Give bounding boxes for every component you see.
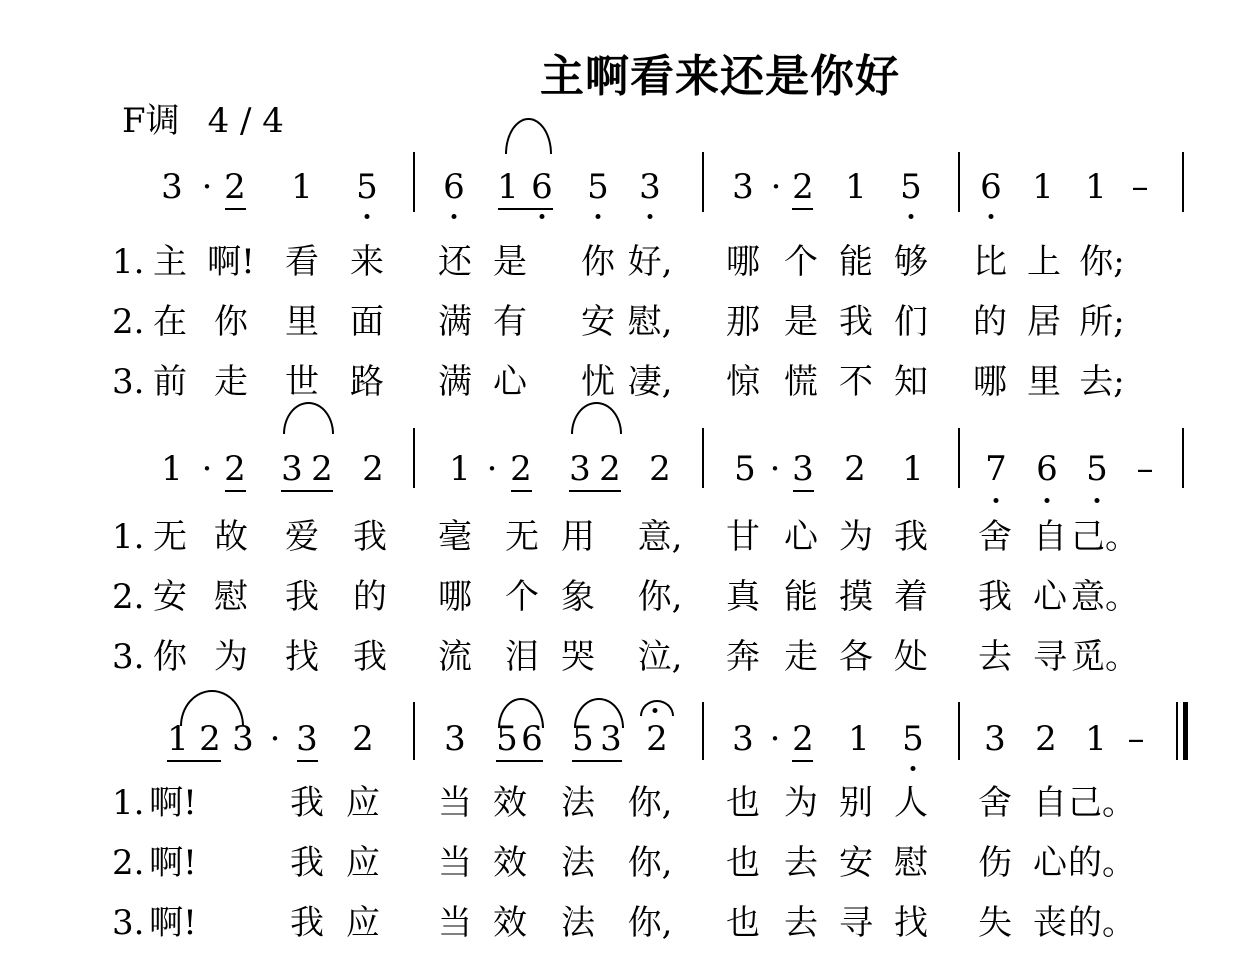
slur bbox=[574, 698, 624, 728]
note: 1 bbox=[167, 719, 189, 759]
dash-extension: – bbox=[1131, 167, 1149, 207]
note: 5 bbox=[496, 719, 518, 759]
lyric-char: 失 bbox=[978, 903, 1012, 943]
lyric-char: 泣, bbox=[637, 637, 683, 677]
lyric-char: 你, bbox=[627, 903, 673, 943]
note: 2 bbox=[792, 167, 814, 207]
lyric-char: 哪 bbox=[973, 362, 1007, 402]
lyric-char: 为 bbox=[839, 517, 873, 557]
lyric-char: 个 bbox=[784, 242, 818, 282]
lyric-char: 你 bbox=[581, 242, 615, 282]
beam-underline bbox=[572, 760, 622, 762]
lyric-char: 满 bbox=[438, 302, 472, 342]
note: 3 bbox=[444, 719, 466, 759]
lyric-char: 哪 bbox=[726, 242, 760, 282]
lyric-char: 自 bbox=[1033, 783, 1067, 823]
key-signature bbox=[122, 93, 284, 142]
lyric-char: 啊! bbox=[149, 783, 197, 823]
barline bbox=[1182, 152, 1184, 212]
lyric-char: 的。 bbox=[1068, 903, 1136, 943]
lyric-char: 面 bbox=[350, 302, 384, 342]
lyric-char: 己。 bbox=[1068, 783, 1136, 823]
note: 3 bbox=[569, 449, 591, 489]
verse-number: 2. bbox=[112, 302, 145, 342]
lyric-char: 着 bbox=[894, 577, 928, 617]
lyric-char: 路 bbox=[350, 362, 384, 402]
lyric-char: 还 bbox=[438, 242, 472, 282]
lyric-char: 奔 bbox=[726, 637, 760, 677]
octave-dot-below bbox=[911, 766, 916, 771]
lyric-char: 己。 bbox=[1071, 517, 1139, 557]
lyric-char: 哭 bbox=[561, 637, 595, 677]
lyric-char: 舍 bbox=[978, 517, 1012, 557]
lyric-char: 有 bbox=[493, 302, 527, 342]
beam-underline bbox=[225, 490, 246, 492]
lyric-char: 各 bbox=[839, 637, 873, 677]
note: 7 bbox=[985, 449, 1007, 489]
beam-underline bbox=[569, 490, 621, 492]
lyric-char: 泪 bbox=[505, 637, 539, 677]
note: 2 bbox=[599, 449, 621, 489]
lyric-char: 用 bbox=[561, 517, 595, 557]
barline bbox=[702, 428, 704, 488]
dash-extension: – bbox=[1127, 719, 1145, 759]
note: 3 bbox=[600, 719, 622, 759]
lyric-char: 应 bbox=[346, 903, 380, 943]
slur bbox=[498, 698, 544, 728]
lyric-char: 效 bbox=[493, 843, 527, 883]
note: 1 bbox=[845, 167, 867, 207]
barline bbox=[1182, 428, 1184, 488]
lyric-char: 舍 bbox=[978, 783, 1012, 823]
lyric-char: 的 bbox=[973, 302, 1007, 342]
note: 2 bbox=[224, 167, 246, 207]
beam-underline bbox=[496, 760, 543, 762]
lyric-char: 毫 bbox=[438, 517, 472, 557]
lyric-char: 那 bbox=[726, 302, 760, 342]
note: 2 bbox=[646, 719, 668, 759]
beam-underline bbox=[297, 760, 318, 762]
beam-underline bbox=[281, 490, 333, 492]
barline bbox=[958, 152, 960, 212]
note: 5 bbox=[900, 167, 922, 207]
verse-number: 1. bbox=[112, 242, 145, 282]
note: 1 bbox=[497, 167, 519, 207]
final-barline-thin bbox=[1176, 702, 1178, 760]
lyric-char: 慌 bbox=[784, 362, 818, 402]
note: 2 bbox=[311, 449, 333, 489]
lyric-char: 法 bbox=[561, 903, 595, 943]
note: 2 bbox=[649, 449, 671, 489]
lyric-char: 为 bbox=[214, 637, 248, 677]
lyric-char: 个 bbox=[505, 577, 539, 617]
lyric-char: 我 bbox=[285, 577, 319, 617]
lyric-char: 找 bbox=[285, 637, 319, 677]
note: 1 bbox=[902, 449, 924, 489]
lyric-char: 的 bbox=[353, 577, 387, 617]
lyric-char: 处 bbox=[894, 637, 928, 677]
lyric-char: 在 bbox=[153, 302, 187, 342]
lyric-char: 你, bbox=[637, 577, 683, 617]
note: 2 bbox=[510, 449, 532, 489]
verse-number: 1. bbox=[112, 517, 145, 557]
note: 2 bbox=[362, 449, 384, 489]
beam-underline bbox=[167, 760, 221, 762]
key: F调 bbox=[122, 101, 180, 141]
note: 6 bbox=[980, 167, 1002, 207]
lyric-char: 你, bbox=[627, 783, 673, 823]
augmentation-dot: · bbox=[201, 449, 213, 489]
slur bbox=[571, 402, 622, 434]
octave-dot-below bbox=[596, 214, 601, 219]
note: 3 bbox=[639, 167, 661, 207]
lyric-char: 惊 bbox=[726, 362, 760, 402]
lyric-char: 里 bbox=[285, 302, 319, 342]
verse-number: 2. bbox=[112, 843, 145, 883]
song-title: 主啊看来还是你好 bbox=[540, 51, 900, 102]
fermata-dot bbox=[653, 708, 658, 713]
lyric-char: 上 bbox=[1027, 242, 1061, 282]
lyric-char: 是 bbox=[493, 242, 527, 282]
lyric-char: 你, bbox=[627, 843, 673, 883]
lyric-char: 心 bbox=[1033, 577, 1067, 617]
lyric-char: 甘 bbox=[726, 517, 760, 557]
octave-dot-below bbox=[648, 214, 653, 219]
lyric-char: 当 bbox=[438, 783, 472, 823]
note: 5 bbox=[572, 719, 594, 759]
lyric-char: 找 bbox=[894, 903, 928, 943]
lyric-char: 安 bbox=[839, 843, 873, 883]
lyric-char: 爱 bbox=[285, 517, 319, 557]
lyric-char: 前 bbox=[153, 362, 187, 402]
verse-number: 1. bbox=[112, 783, 145, 823]
lyric-char: 意, bbox=[637, 517, 683, 557]
note: 5 bbox=[734, 449, 756, 489]
barline bbox=[702, 702, 704, 760]
note: 2 bbox=[792, 719, 814, 759]
lyric-char: 丧 bbox=[1033, 903, 1067, 943]
lyric-char: 应 bbox=[346, 783, 380, 823]
lyric-char: 好, bbox=[627, 242, 673, 282]
lyric-char: 能 bbox=[839, 242, 873, 282]
lyric-char: 我 bbox=[894, 517, 928, 557]
lyric-char: 慰 bbox=[214, 577, 248, 617]
lyric-char: 你; bbox=[1079, 242, 1125, 282]
lyric-char: 我 bbox=[839, 302, 873, 342]
barline bbox=[413, 428, 415, 488]
octave-dot-below bbox=[994, 498, 999, 503]
verse-number: 3. bbox=[112, 362, 145, 402]
augmentation-dot: · bbox=[770, 167, 782, 207]
lyric-char: 寻 bbox=[1033, 637, 1067, 677]
note: 3 bbox=[296, 719, 318, 759]
lyric-char: 里 bbox=[1027, 362, 1061, 402]
lyric-char: 慰 bbox=[894, 843, 928, 883]
lyric-char: 世 bbox=[285, 362, 319, 402]
augmentation-dot: · bbox=[269, 719, 281, 759]
note: 3 bbox=[732, 167, 754, 207]
lyric-char: 我 bbox=[290, 903, 324, 943]
augmentation-dot: · bbox=[769, 719, 781, 759]
lyric-char: 的。 bbox=[1068, 843, 1136, 883]
note: 3 bbox=[232, 719, 254, 759]
lyric-char: 啊! bbox=[149, 843, 197, 883]
note: 3 bbox=[792, 449, 814, 489]
beam-underline bbox=[792, 760, 813, 762]
final-barline-thick bbox=[1183, 702, 1188, 760]
lyric-char: 去 bbox=[978, 637, 1012, 677]
lyric-char: 寻 bbox=[839, 903, 873, 943]
lyric-char: 也 bbox=[726, 843, 760, 883]
lyric-char: 心 bbox=[1033, 843, 1067, 883]
note: 3 bbox=[732, 719, 754, 759]
lyric-char: 哪 bbox=[438, 577, 472, 617]
octave-dot-below bbox=[1045, 498, 1050, 503]
lyric-char: 来 bbox=[350, 242, 384, 282]
dash-extension: – bbox=[1136, 449, 1154, 489]
augmentation-dot: · bbox=[769, 449, 781, 489]
note: 2 bbox=[224, 449, 246, 489]
lyric-char: 啊! bbox=[149, 903, 197, 943]
note: 3 bbox=[984, 719, 1006, 759]
lyric-char: 人 bbox=[894, 783, 928, 823]
lyric-char: 满 bbox=[438, 362, 472, 402]
lyric-char: 当 bbox=[438, 843, 472, 883]
lyric-char: 我 bbox=[353, 637, 387, 677]
lyric-char: 也 bbox=[726, 903, 760, 943]
lyric-char: 心 bbox=[493, 362, 527, 402]
verse-number: 3. bbox=[112, 903, 145, 943]
note: 6 bbox=[531, 167, 553, 207]
time-signature: 4 / 4 bbox=[207, 101, 284, 141]
lyric-char: 比 bbox=[973, 242, 1007, 282]
note: 1 bbox=[1085, 719, 1107, 759]
lyric-char: 们 bbox=[894, 302, 928, 342]
note: 1 bbox=[449, 449, 471, 489]
note: 1 bbox=[1085, 167, 1107, 207]
lyric-char: 看 bbox=[285, 242, 319, 282]
lyric-char: 当 bbox=[438, 903, 472, 943]
lyric-char: 不 bbox=[839, 362, 873, 402]
barline bbox=[958, 702, 960, 760]
lyric-char: 法 bbox=[561, 783, 595, 823]
note: 2 bbox=[352, 719, 374, 759]
lyric-char: 摸 bbox=[839, 577, 873, 617]
lyric-char: 我 bbox=[290, 783, 324, 823]
lyric-char: 效 bbox=[493, 903, 527, 943]
lyric-char: 去; bbox=[1079, 362, 1125, 402]
lyric-char: 是 bbox=[784, 302, 818, 342]
note: 1 bbox=[161, 449, 183, 489]
lyric-char: 我 bbox=[353, 517, 387, 557]
lyric-char: 意。 bbox=[1071, 577, 1139, 617]
lyric-char: 主 bbox=[153, 242, 187, 282]
note: 3 bbox=[281, 449, 303, 489]
augmentation-dot: · bbox=[486, 449, 498, 489]
note: 5 bbox=[902, 719, 924, 759]
barline bbox=[413, 152, 415, 212]
note: 5 bbox=[587, 167, 609, 207]
note: 6 bbox=[1036, 449, 1058, 489]
lyric-char: 忧 bbox=[581, 362, 615, 402]
lyric-char: 故 bbox=[214, 517, 248, 557]
augmentation-dot: · bbox=[201, 167, 213, 207]
beam-underline bbox=[511, 490, 532, 492]
lyric-char: 流 bbox=[438, 637, 472, 677]
lyric-char: 无 bbox=[505, 517, 539, 557]
lyric-char: 法 bbox=[561, 843, 595, 883]
verse-number: 2. bbox=[112, 577, 145, 617]
octave-dot-below bbox=[1095, 498, 1100, 503]
lyric-char: 安 bbox=[581, 302, 615, 342]
lyric-char: 居 bbox=[1027, 302, 1061, 342]
slur bbox=[180, 690, 244, 726]
lyric-char: 去 bbox=[784, 903, 818, 943]
beam-underline bbox=[793, 490, 814, 492]
beam-underline bbox=[792, 208, 813, 210]
lyric-char: 应 bbox=[346, 843, 380, 883]
lyric-char: 为 bbox=[784, 783, 818, 823]
note: 2 bbox=[199, 719, 221, 759]
lyric-char: 也 bbox=[726, 783, 760, 823]
lyric-char: 自 bbox=[1033, 517, 1067, 557]
lyric-char: 所; bbox=[1079, 302, 1125, 342]
lyric-char: 能 bbox=[784, 577, 818, 617]
verse-number: 3. bbox=[112, 637, 145, 677]
lyric-char: 你 bbox=[214, 302, 248, 342]
barline bbox=[958, 428, 960, 488]
lyric-char: 够 bbox=[894, 242, 928, 282]
lyric-char: 走 bbox=[784, 637, 818, 677]
lyric-char: 真 bbox=[726, 577, 760, 617]
lyric-char: 安 bbox=[153, 577, 187, 617]
beam-underline bbox=[225, 208, 246, 210]
lyric-char: 去 bbox=[784, 843, 818, 883]
barline bbox=[702, 152, 704, 212]
note: 2 bbox=[1035, 719, 1057, 759]
beam-underline bbox=[498, 208, 553, 210]
note: 5 bbox=[356, 167, 378, 207]
note: 3 bbox=[161, 167, 183, 207]
note: 6 bbox=[521, 719, 543, 759]
lyric-char: 我 bbox=[978, 577, 1012, 617]
lyric-char: 象 bbox=[561, 577, 595, 617]
slur bbox=[283, 402, 334, 434]
octave-dot-below bbox=[909, 214, 914, 219]
octave-dot-below bbox=[452, 214, 457, 219]
lyric-char: 效 bbox=[493, 783, 527, 823]
octave-dot-below bbox=[540, 214, 545, 219]
lyric-char: 慰, bbox=[627, 302, 673, 342]
note: 6 bbox=[443, 167, 465, 207]
lyric-char: 别 bbox=[839, 783, 873, 823]
note: 1 bbox=[1032, 167, 1054, 207]
lyric-char: 我 bbox=[290, 843, 324, 883]
lyric-char: 伤 bbox=[978, 843, 1012, 883]
lyric-char: 觅。 bbox=[1071, 637, 1139, 677]
lyric-char: 知 bbox=[894, 362, 928, 402]
barline bbox=[413, 702, 415, 760]
note: 1 bbox=[291, 167, 313, 207]
note: 2 bbox=[844, 449, 866, 489]
slur bbox=[505, 118, 552, 154]
octave-dot-below bbox=[365, 214, 370, 219]
note: 5 bbox=[1086, 449, 1108, 489]
lyric-char: 凄, bbox=[627, 362, 673, 402]
octave-dot-below bbox=[989, 214, 994, 219]
lyric-char: 心 bbox=[784, 517, 818, 557]
lyric-char: 啊! bbox=[207, 242, 255, 282]
note: 1 bbox=[848, 719, 870, 759]
lyric-char: 无 bbox=[153, 517, 187, 557]
lyric-char: 你 bbox=[153, 637, 187, 677]
lyric-char: 走 bbox=[214, 362, 248, 402]
